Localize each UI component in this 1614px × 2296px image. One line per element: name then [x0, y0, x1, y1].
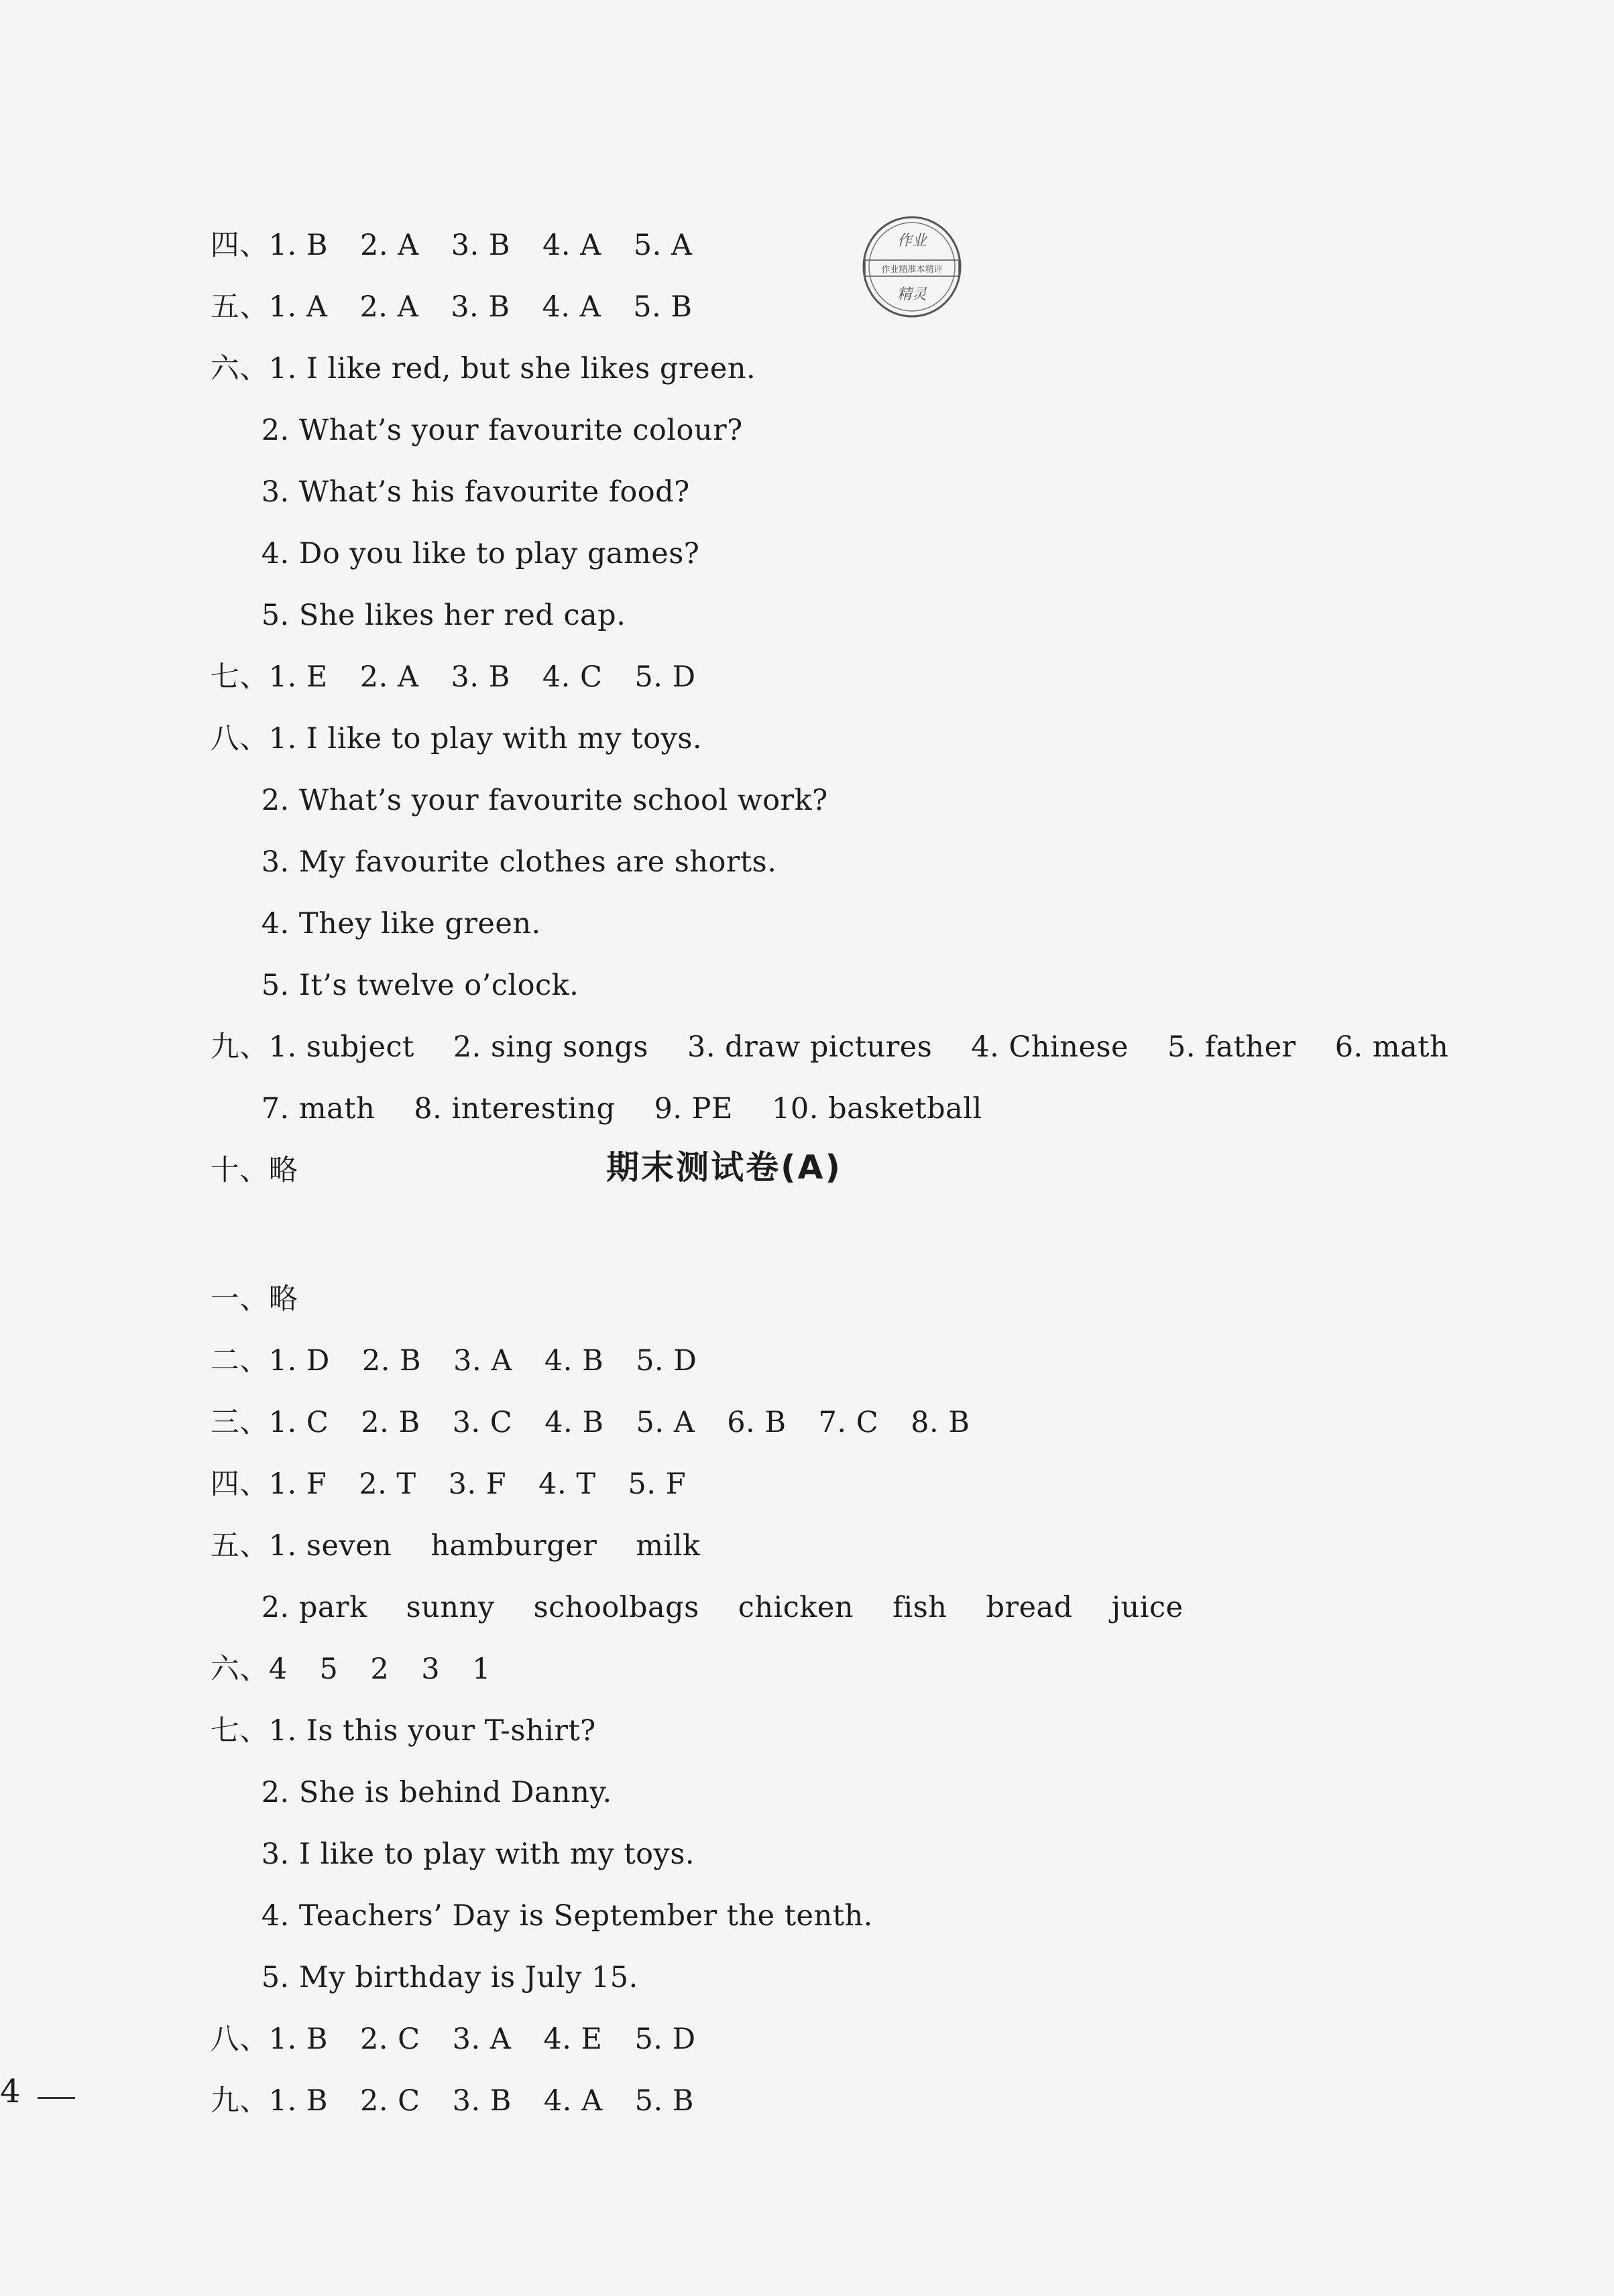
answer-item: 1. B — [268, 2022, 328, 2056]
answer-item: 2. park — [261, 1591, 367, 1624]
question-number: 九、 — [210, 1030, 269, 1064]
answer-line-8-3 — [223, 770, 777, 879]
svg-text:作业精准本精评: 作业精准本精评 — [881, 265, 943, 275]
answer-item: 3. F — [448, 1467, 507, 1501]
answer-item: schoolbags — [533, 1591, 699, 1624]
answer-line-5 — [172, 215, 693, 324]
answer-item: 3. I like to play with my toys. — [261, 1837, 695, 1871]
answer-item: 1. D — [268, 1344, 330, 1378]
exam-line-7-5 — [223, 1885, 638, 1994]
question-number: 六、 — [210, 352, 269, 385]
answer-item: 5. A — [633, 229, 693, 262]
answer-item: chicken — [738, 1591, 854, 1624]
answer-line-9-1 — [172, 955, 1487, 1064]
section-title: 期末测试卷(A) — [606, 1148, 842, 1187]
answer-item: 4. E — [543, 2022, 603, 2056]
answer-item: 6. B — [727, 1406, 787, 1439]
answer-item: 5. D — [634, 2022, 696, 2056]
answer-item: 5. She likes her red cap. — [261, 599, 626, 632]
answer-item: 3. C — [452, 1406, 513, 1439]
exam-line-8 — [172, 1947, 696, 2056]
answer-item: 4. Do you like to play games? — [261, 537, 700, 570]
exam-line-6 — [172, 1577, 491, 1686]
answer-item: 2. What’s your favourite colour? — [261, 414, 743, 447]
page-number-rule — [38, 2097, 75, 2099]
answer-item: 3. What’s his favourite food? — [261, 475, 690, 509]
answer-item: 3. A — [452, 2022, 512, 2056]
answer-item: 5. My birthday is July 15. — [261, 1961, 638, 1994]
answer-item: 3. B — [451, 660, 510, 694]
answer-item: 5 — [319, 1652, 339, 1686]
answer-item: 3. draw pictures — [687, 1030, 933, 1064]
question-number: 四、 — [210, 229, 269, 262]
answer-item: 1. A — [268, 290, 328, 324]
answer-line-10 — [172, 1078, 298, 1187]
answer-item: 2. T — [359, 1467, 416, 1501]
answer-item: 3. My favourite clothes are shorts. — [261, 845, 777, 879]
answer-item: 9. PE — [654, 1092, 734, 1126]
answer-item: 5. D — [636, 1344, 697, 1378]
answer-item: sunny — [406, 1591, 495, 1624]
exam-line-2 — [172, 1268, 697, 1378]
answer-item: fish — [892, 1591, 947, 1624]
page-number: 4 — [0, 2073, 21, 2110]
answer-item: 4. Chinese — [971, 1030, 1129, 1064]
answer-item: 1. B — [268, 229, 328, 262]
answer-line-6-2 — [223, 338, 743, 447]
question-number: 十、 — [210, 1154, 269, 1187]
answer-item: 4. A — [543, 2084, 603, 2118]
question-number: 七、 — [210, 1714, 269, 1748]
answer-line-6-1 — [172, 276, 756, 385]
homework-stamp-logo — [860, 213, 964, 320]
exam-line-5-2 — [223, 1515, 1222, 1624]
question-number: 三、 — [210, 1406, 269, 1439]
answer-item: 3. B — [451, 229, 511, 262]
answer-line-9-2 — [223, 1016, 1021, 1126]
answer-item: 5. A — [636, 1406, 695, 1439]
question-number: 九、 — [210, 2084, 269, 2118]
answer-item: 3. B — [452, 2084, 512, 2118]
answer-item: 4. Teachers’ Day is September the tenth. — [261, 1899, 873, 1933]
question-number: 一、 — [210, 1282, 269, 1316]
answer-line-4 — [172, 153, 693, 262]
answer-item: 5. It’s twelve o’clock. — [261, 969, 579, 1002]
svg-text:精灵: 精灵 — [897, 286, 927, 303]
answer-line-6-5 — [223, 523, 626, 632]
answer-item: 4. A — [542, 290, 601, 324]
answer-item: 3. A — [453, 1344, 512, 1378]
answer-item: 8. B — [911, 1406, 970, 1439]
exam-line-5-1 — [172, 1453, 740, 1563]
answer-item: 3. B — [451, 290, 510, 324]
exam-line-7-1 — [172, 1638, 596, 1748]
question-number: 八、 — [210, 722, 269, 756]
answer-item: 5. B — [634, 2084, 694, 2118]
answer-item: 4 — [268, 1652, 288, 1686]
answer-item: 10. basketball — [772, 1092, 982, 1126]
question-number: 四、 — [210, 1467, 269, 1501]
exam-line-4 — [172, 1392, 687, 1501]
question-number: 七、 — [210, 660, 269, 694]
answer-item: hamburger — [430, 1529, 597, 1563]
answer-line-6-3 — [223, 400, 690, 509]
answer-item: 8. interesting — [414, 1092, 616, 1126]
answer-item: 1. E — [268, 660, 328, 694]
answer-item: 7. C — [818, 1406, 879, 1439]
answer-item: 1. Is this your T-shirt? — [268, 1714, 596, 1748]
answer-item: 2. A — [359, 229, 419, 262]
answer-item: 1. B — [268, 2084, 328, 2118]
answer-item: 5. F — [628, 1467, 687, 1501]
answer-item: 4. C — [542, 660, 603, 694]
answer-item: 2. She is behind Danny. — [261, 1776, 612, 1809]
answer-item: 4. T — [538, 1467, 596, 1501]
answer-item: 6. math — [1334, 1030, 1449, 1064]
question-number: 五、 — [210, 1529, 269, 1563]
answer-item: 3 — [421, 1652, 441, 1686]
question-number: 六、 — [210, 1652, 269, 1686]
answer-item: 2. A — [359, 290, 419, 324]
answer-item: 2. What’s your favourite school work? — [261, 784, 828, 817]
answer-item: 4. They like green. — [261, 907, 541, 941]
answer-item: 2. C — [359, 2022, 420, 2056]
answer-item: 1 — [472, 1652, 491, 1686]
answer-line-8-5 — [223, 893, 579, 1002]
exam-line-7-4 — [223, 1823, 873, 1933]
question-number: 八、 — [210, 2022, 269, 2056]
answer-item: 5. B — [633, 290, 693, 324]
svg-text:作业: 作业 — [897, 233, 927, 249]
answer-item: 2. B — [361, 1406, 420, 1439]
exam-line-1 — [172, 1207, 298, 1316]
answer-item: 5. D — [634, 660, 696, 694]
exam-line-7-3 — [223, 1762, 695, 1871]
exam-line-3 — [172, 1330, 970, 1439]
answer-line-7 — [172, 585, 696, 694]
answer-item: 1. I like red, but she likes green. — [268, 352, 756, 385]
exam-line-7-2 — [223, 1700, 612, 1809]
answer-item: 2. B — [361, 1344, 422, 1378]
answer-item: 1. I like to play with my toys. — [268, 722, 703, 756]
answer-item: 略 — [268, 1154, 298, 1187]
question-number: 五、 — [210, 290, 269, 324]
exam-line-9 — [172, 2008, 694, 2118]
answer-line-8-1 — [172, 646, 703, 756]
answer-item: 2 — [370, 1652, 390, 1686]
answer-line-8-2 — [223, 708, 828, 817]
question-number: 二、 — [210, 1344, 269, 1378]
answer-item: juice — [1111, 1591, 1184, 1624]
answer-line-6-4 — [223, 461, 700, 570]
answer-item: 5. father — [1167, 1030, 1296, 1064]
answer-item: bread — [986, 1591, 1073, 1624]
answer-line-8-4 — [223, 831, 541, 941]
answer-item: 2. A — [359, 660, 419, 694]
answer-item: 1. subject — [268, 1030, 414, 1064]
answer-item: 4. A — [542, 229, 601, 262]
answer-item: 2. sing songs — [453, 1030, 648, 1064]
answer-item: 1. F — [268, 1467, 327, 1501]
answer-item: 1. seven — [268, 1529, 392, 1563]
answer-item: 4. B — [544, 1344, 604, 1378]
answer-item: 1. C — [268, 1406, 329, 1439]
answer-item: 7. math — [261, 1092, 376, 1126]
answer-item: 4. B — [544, 1406, 604, 1439]
answer-item: milk — [636, 1529, 701, 1563]
answer-item: 略 — [268, 1282, 298, 1316]
answer-item: 2. C — [359, 2084, 420, 2118]
